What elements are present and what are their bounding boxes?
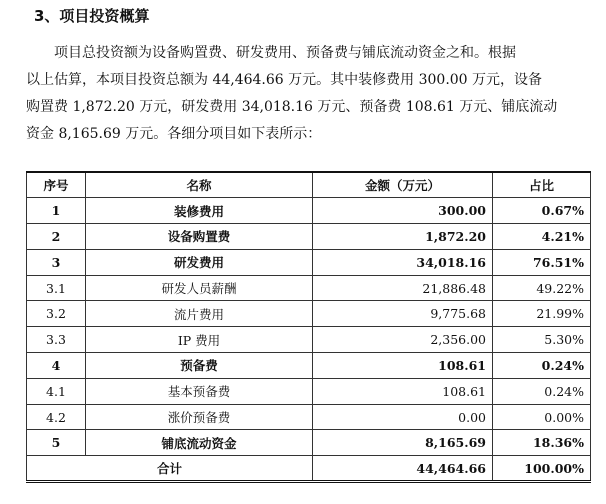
row-amount: 0.00 xyxy=(313,404,493,430)
header-amount: 金额（万元） xyxy=(313,172,493,198)
row-percentage: 49.22% xyxy=(493,275,591,301)
row-percentage: 21.99% xyxy=(493,301,591,327)
row-amount: 8,165.69 xyxy=(313,430,493,456)
row-amount: 1,872.20 xyxy=(313,224,493,250)
row-seq: 4 xyxy=(27,353,86,379)
row-seq: 1 xyxy=(27,198,86,224)
row-percentage: 76.51% xyxy=(493,249,591,275)
row-amount: 2,356.00 xyxy=(313,327,493,353)
row-seq: 5 xyxy=(27,430,86,456)
row-amount: 108.61 xyxy=(313,353,493,379)
row-amount: 108.61 xyxy=(313,378,493,404)
row-name: 研发费用 xyxy=(86,249,313,275)
row-percentage: 18.36% xyxy=(493,430,591,456)
row-seq: 3.1 xyxy=(27,275,86,301)
total-label: 合计 xyxy=(27,456,313,482)
row-name: 涨价预备费 xyxy=(86,404,313,430)
summary-paragraph xyxy=(26,40,591,148)
row-name: IP 费用 xyxy=(86,327,313,353)
table-row xyxy=(27,301,591,327)
paragraph-line: 以上估算，本项目投资总额为 44,464.66 万元。其中装修费用 300.00 万元，设备 xyxy=(26,72,543,88)
row-percentage: 0.24% xyxy=(493,353,591,379)
table-row xyxy=(27,224,591,250)
total-percentage: 100.00% xyxy=(493,456,591,482)
table-row xyxy=(27,249,591,275)
paragraph-line: 资金 8,165.69 万元。各细分项目如下表所示： xyxy=(26,126,322,142)
row-name: 基本预备费 xyxy=(86,378,313,404)
row-percentage: 5.30% xyxy=(493,327,591,353)
header-percentage: 占比 xyxy=(493,172,591,198)
table-row xyxy=(27,378,591,404)
row-name: 流片费用 xyxy=(86,301,313,327)
row-seq: 2 xyxy=(27,224,86,250)
paragraph-line: 项目总投资额为设备购置费、研发费用、预备费与铺底流动资金之和。根据 xyxy=(54,45,516,61)
table-total-row xyxy=(27,456,591,482)
table-row xyxy=(27,327,591,353)
section-heading: 3、项目投资概算 xyxy=(34,7,150,25)
row-name: 预备费 xyxy=(86,353,313,379)
table-row xyxy=(27,430,591,456)
investment-table xyxy=(26,171,591,483)
table-row xyxy=(27,404,591,430)
row-seq: 3.3 xyxy=(27,327,86,353)
row-name: 研发人员薪酬 xyxy=(86,275,313,301)
row-amount: 34,018.16 xyxy=(313,249,493,275)
row-seq: 4.2 xyxy=(27,404,86,430)
row-name: 装修费用 xyxy=(86,198,313,224)
header-name: 名称 xyxy=(86,172,313,198)
row-seq: 3.2 xyxy=(27,301,86,327)
total-amount: 44,464.66 xyxy=(313,456,493,482)
table-row xyxy=(27,353,591,379)
row-amount: 300.00 xyxy=(313,198,493,224)
row-amount: 9,775.68 xyxy=(313,301,493,327)
table-header-row xyxy=(27,172,591,198)
table-row xyxy=(27,275,591,301)
row-percentage: 0.67% xyxy=(493,198,591,224)
table-row xyxy=(27,198,591,224)
row-amount: 21,886.48 xyxy=(313,275,493,301)
row-seq: 3 xyxy=(27,249,86,275)
row-name: 铺底流动资金 xyxy=(86,430,313,456)
row-percentage: 0.24% xyxy=(493,378,591,404)
header-seq: 序号 xyxy=(27,172,86,198)
row-percentage: 0.00% xyxy=(493,404,591,430)
row-name: 设备购置费 xyxy=(86,224,313,250)
paragraph-line: 购置费 1,872.20 万元，研发费用 34,018.16 万元、预备费 108.61 万元、铺底流动 xyxy=(26,99,558,115)
row-seq: 4.1 xyxy=(27,378,86,404)
row-percentage: 4.21% xyxy=(493,224,591,250)
